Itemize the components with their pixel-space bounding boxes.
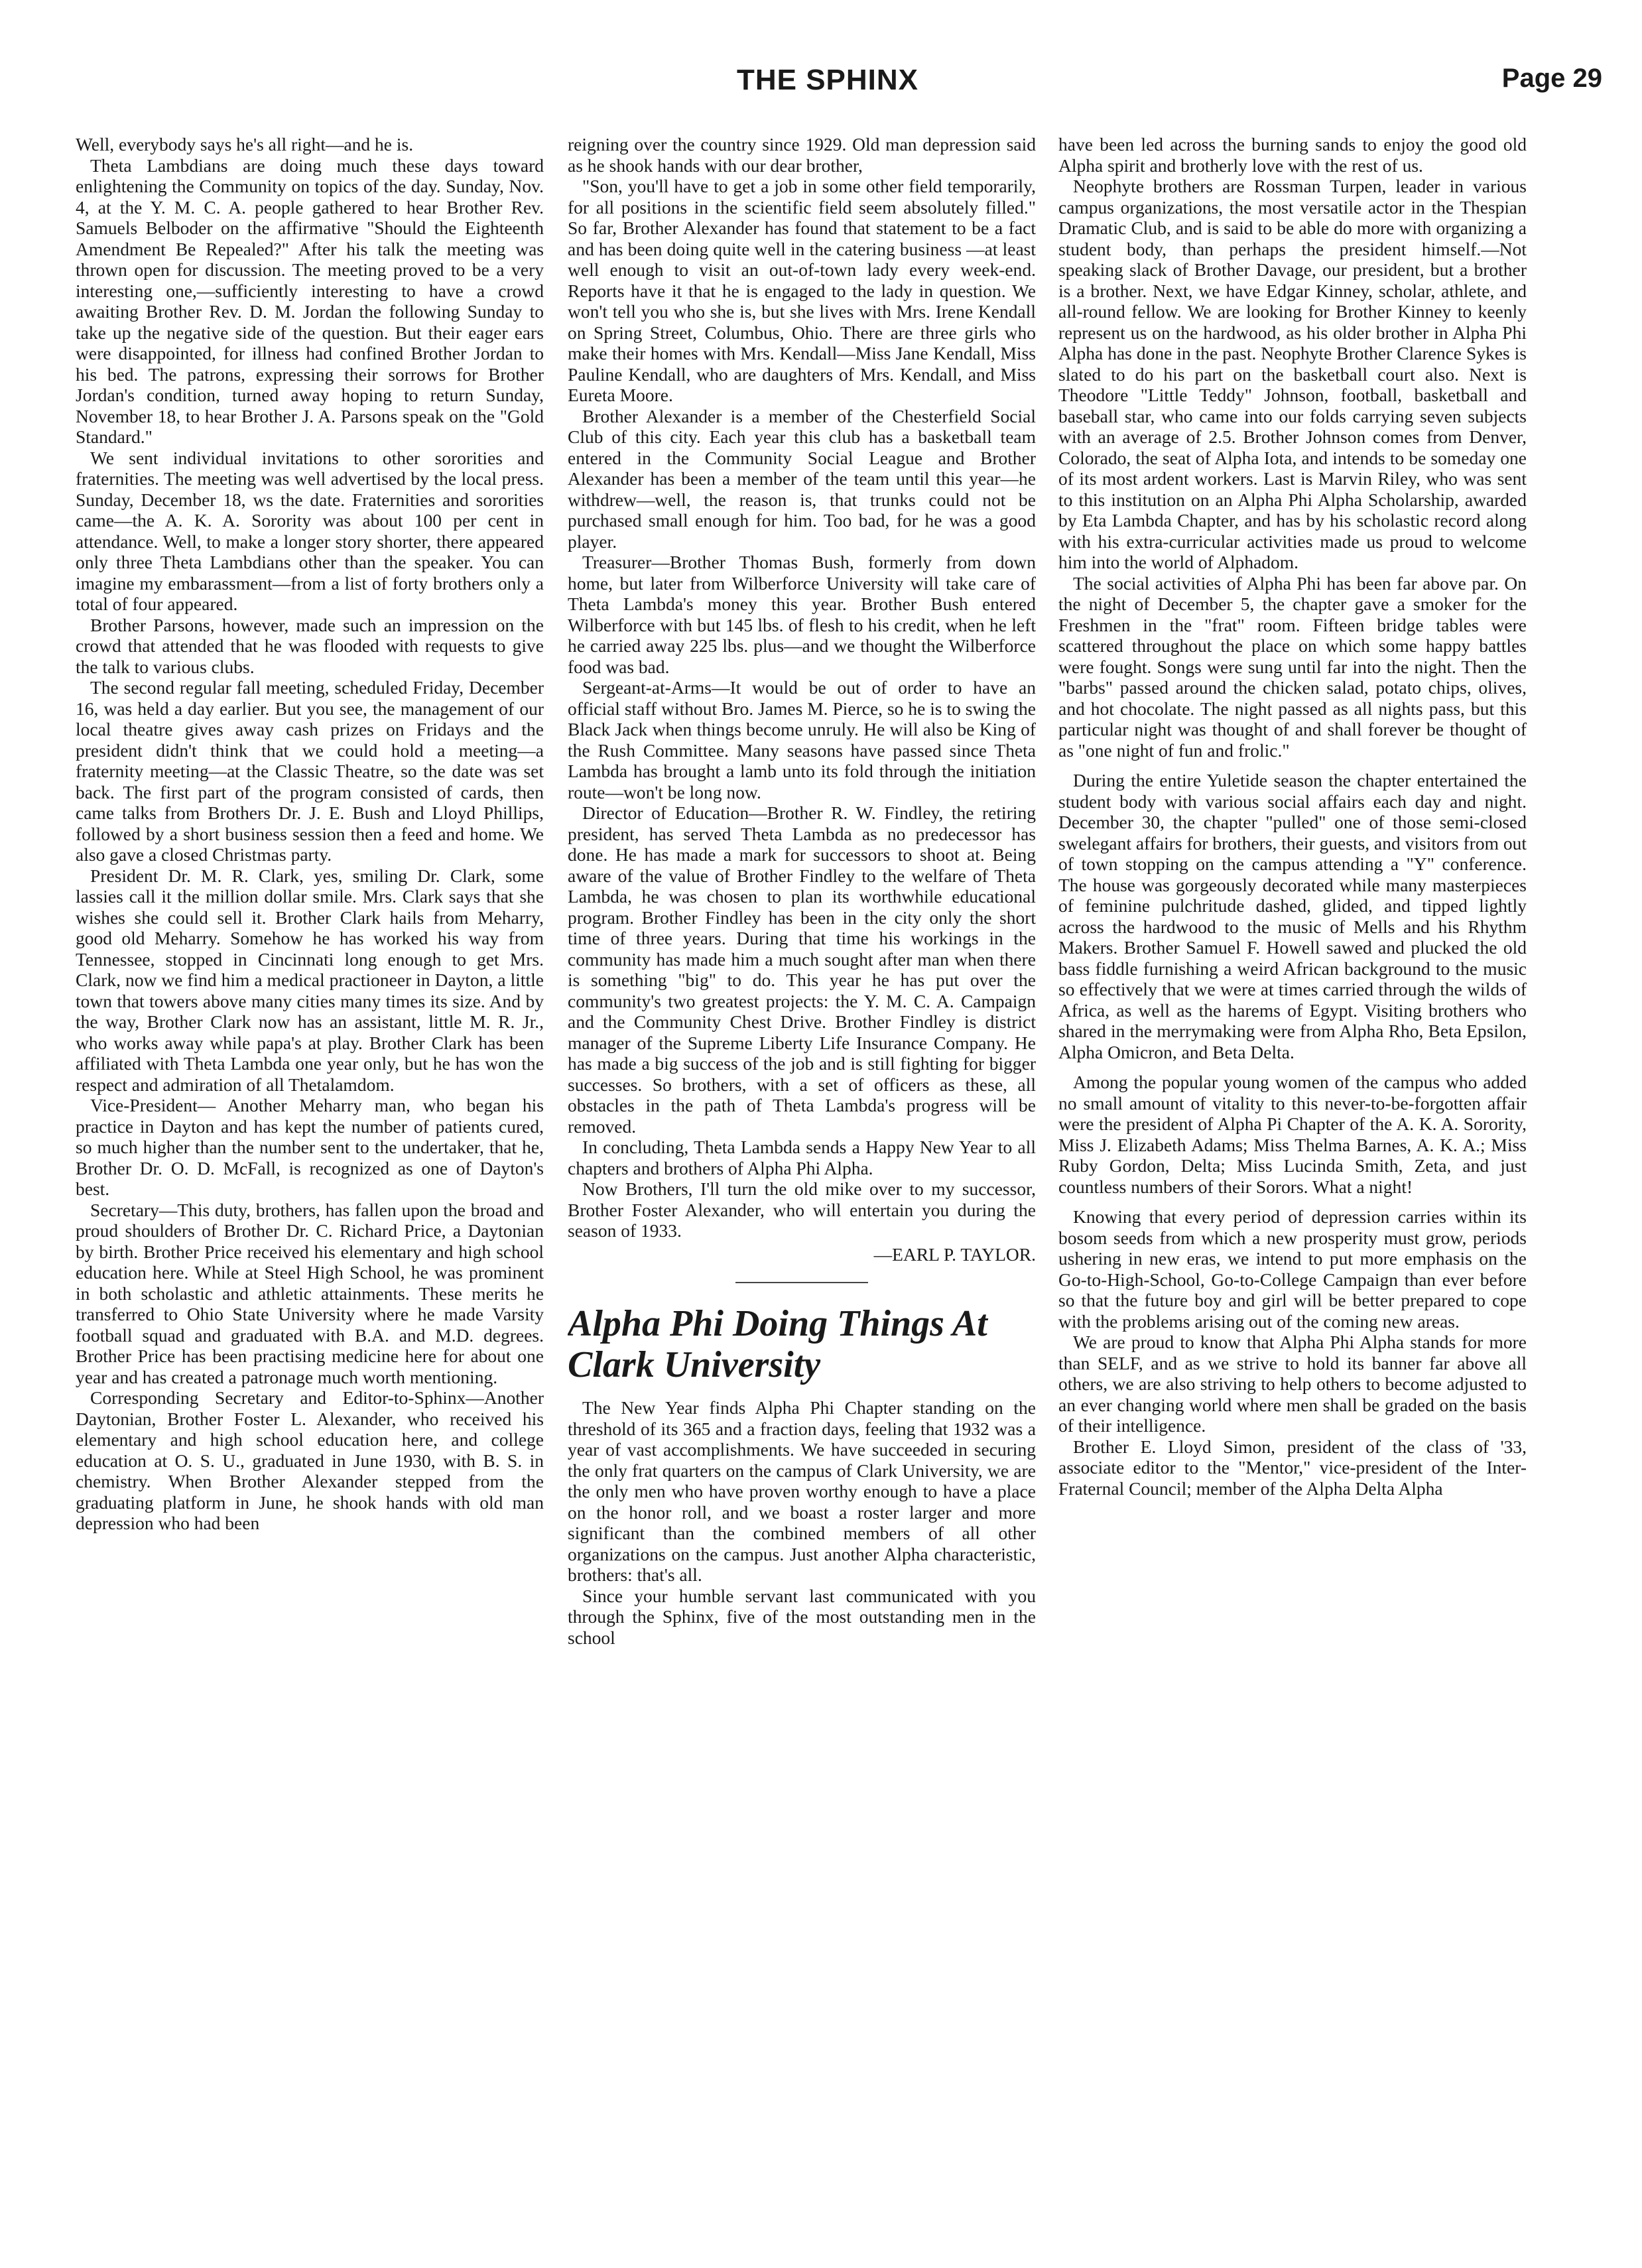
paragraph: Among the popular young women of the campus who added no small amount of vitality to this never-to-be-forgotten affair were the president of Alpha Pi Chapter of the A. K. A. Sorority, Miss J. Elizabeth Adams; Miss Thelma Barnes, A. K. A.; Miss Ruby Gordon, Delta; Miss Lucinda Smith, Zeta, and just countless numbers of their Sorors. What a night! [1058, 1072, 1527, 1197]
paragraph: Director of Education—Brother R. W. Findley, the retiring president, has served Theta Lambda as no predecessor has done. He has made a mark for successors to shoot at. Being aware of the value of Brother Findley to the welfare of Theta Lambda, he was chosen to plan its worthwhile educational program. Brother Findley has been in the city only the short time of three years. During that time his workings in the community has made him a much sought after man when there is something "big" to do. This year he has put over the community's two greatest projects: the Y. M. C. A. Campaign and the Community Chest Drive. Brother Findley is district manager of the Supreme Liberty Life Insurance Company. He has made a big success of the job and is still fighting for bigger successes. So brothers, with a set of officers as these, all obstacles in the path of Theta Lambda's progress will be removed. [568, 802, 1036, 1137]
paragraph: President Dr. M. R. Clark, yes, smiling Dr. Clark, some lassies call it the million dollar smile. Mrs. Clark says that she wishes she could sell it. Brother Clark hails from Meharry, good old Meharry. Somehow he has worked his way from Tennessee, stopped in Cincinnati long enough to get Mrs. Clark, now we find him a medical practioneer in Dayton, a little town that towers above many cities many times its size. And by the way, Brother Clark now has an assistant, little M. R. Jr., who works away while papa's at play. Brother Clark has been affiliated with Theta Lambda one year only, but he has won the respect and admiration of all Thetalamdom. [76, 865, 544, 1095]
page-header [53, 64, 1602, 117]
paragraph: Sergeant-at-Arms—It would be out of order to have an official staff without Bro. James M. Pierce, so he is to swing the Black Jack when things become unruly. He will also be King of the Rush Committee. Many seasons have passed since Theta Lambda has brought a lamb unto its fold through the initiation route—won't be long now. [568, 677, 1036, 802]
paragraph: have been led across the burning sands to enjoy the good old Alpha spirit and brotherly love with the rest of us. [1058, 134, 1527, 176]
article-signature: —EARL P. TAYLOR. [873, 1243, 1036, 1265]
article-divider [735, 1282, 868, 1283]
column-1 [76, 134, 544, 2236]
paragraph: Since your humble servant last communicated with you through the Sphinx, five of the most outstanding men in the school [568, 1585, 1036, 1648]
paragraph: We sent individual invitations to other sororities and fraternities. The meeting was well advertised by the local press. Sunday, December 18, ws the date. Fraternities and sororities came—the A. K. A. Sorority was about 100 per cent in attendance. Well, to make a longer story shorter, there appeared only three Theta Lambdians other than the speaker. You can imagine my embarassment—from a list of forty brothers only a total of four appeared. [76, 447, 544, 614]
paragraph: Brother Parsons, however, made such an impression on the crowd that attended that he was flooded with requests to give the talk to various clubs. [76, 614, 544, 677]
paragraph: The New Year finds Alpha Phi Chapter standing on the threshold of its 365 and a fraction days, feeling that 1932 was a year of vast accomplishments. We have succeeded in securing the only frat quarters on the campus of Clark University, we are the only men who have proven worthy enough to have a place on the honor roll, and we boast a roster larger and more significant than the combined members of all other organizations on the campus. Just another Alpha characteristic, brothers: that's all. [568, 1397, 1036, 1585]
paragraph: Theta Lambdians are doing much these days toward enlightening the Community on topics of the day. Sunday, Nov. 4, at the Y. M. C. A. people gathered to hear Brother Rev. Samuels Belboder on the affirmative "Should the Eighteenth Amendment Be Repealed?" After his talk the meeting was thrown open for discussion. The meeting proved to be a very interesting one,—sufficiently interesting to have a crowd awaiting Brother Rev. D. M. Jordan the following Sunday to take up the negative side of the question. But their eager ears were disappointed, for illness had confined Brother Jordan to his bed. The patrons, expressing their sorrows for Brother Jordan's condition, turned away hoping to return Sunday, November 18, to hear Brother J. A. Parsons speak on the "Gold Standard." [76, 155, 544, 447]
paragraph: Well, everybody says he's all right—and he is. [76, 134, 414, 155]
paragraph: Knowing that every period of depression carries within its bosom seeds from which a new prosperity must grow, periods ushering in new eras, we intend to put more emphasis on the Go-to-High-School, Go-to-College Campaign than ever before so that the future boy and girl will be better prepared to cope with the problems arising out of the coming new areas. [1058, 1206, 1527, 1332]
paragraph: Neophyte brothers are Rossman Turpen, leader in various campus organizations, the most versatile actor in the Thespian Dramatic Club, and is said to be able do more with organizing a student body, than perhaps the president himself.—Not speaking slack of Brother Davage, our president, but a brother is a brother. Next, we have Edgar Kinney, scholar, athlete, and all-round fellow. We are looking for Brother Kinney to keenly represent us on the hardwood, as his older brother in Alpha Phi Alpha has done in the past. Neophyte Brother Clarence Sykes is slated to do his part on the basketball court also. Next is Theodore "Little Teddy" Johnson, football, basketball and baseball star, who came into our folds carrying seven subjects with an average of 2.5. Brother Johnson comes from Denver, Colorado, the seat of Alpha Iota, and intends to be someday one of its most ardent workers. Last is Marvin Riley, who was sent to this institution on an Alpha Phi Alpha Scholarship, awarded by Eta Lambda Chapter, and has by his scholastic record along with his extra-curricular activities made us proud to welcome him into the world of Alphadom. [1058, 176, 1527, 572]
paragraph: We are proud to know that Alpha Phi Alpha stands for more than SELF, and as we strive to hold its banner far above all others, we are also striving to help others to become adjusted to an ever changing world where men shall be graded on the basis of their intelligence. [1058, 1332, 1527, 1436]
paragraph: Now Brothers, I'll turn the old mike over to my successor, Brother Foster Alexander, who will entertain you during the season of 1933. [568, 1178, 1036, 1241]
column-3 [1058, 134, 1527, 2236]
paragraph: Vice-President— Another Meharry man, who began his practice in Dayton and has kept the number of patients cured, so much higher than the number sent to the undertaker, that he, Brother Dr. O. D. McFall, is recognized as one of Dayton's best. [76, 1095, 544, 1199]
paragraph: The second regular fall meeting, scheduled Friday, December 16, was held a day earlier. But you see, the management of our local theatre gives away cash prizes on Fridays and the president didn't think that we could hold a meeting—a fraternity meeting—at the Classic Theatre, so the date was set back. The first part of the program consisted of cards, then came talks from Brothers Dr. J. E. Bush and Lloyd Phillips, followed by a short business session then a feed and home. We also gave a closed Christmas party. [76, 677, 544, 865]
paragraph: In concluding, Theta Lambda sends a Happy New Year to all chapters and brothers of Alpha Phi Alpha. [568, 1137, 1036, 1178]
article-headline: Alpha Phi Doing Things At Clark University [568, 1303, 987, 1385]
paragraph: Treasurer—Brother Thomas Bush, formerly from down home, but later from Wilberforce University will take care of Theta Lambda's money this year. Brother Bush entered Wilberforce with but 145 lbs. of flesh to his credit, when he left he carried away 225 lbs. plus—and we thought the Wilberforce food was bad. [568, 552, 1036, 677]
paragraph: Secretary—This duty, brothers, has fallen upon the broad and proud shoulders of Brother Dr. C. Richard Price, a Daytonian by birth. Brother Price received his elementary and high school education here. While at Steel High School, he was prominent in both scholastic and athletic attainments. These merits he transferred to Ohio State University where he made Varsity football squad and graduated with B.A. and M.D. degrees. Brother Price has been practising medicine here for about one year and has created a patronage much worth mentioning. [76, 1199, 544, 1387]
paragraph: reigning over the country since 1929. Old man depression said as he shook hands with our dear brother, [568, 134, 1036, 176]
page-number: Page 29 [1501, 64, 1602, 93]
publication-title: THE SPHINX [736, 64, 919, 96]
paragraph: "Son, you'll have to get a job in some other field temporarily, for all positions in the scientific field seem absolutely filled." So far, Brother Alexander has found that statement to be a fact and has been doing quite well in the catering business —at least well enough to visit an out-of-town lady every week-end. Reports have it that he is engaged to the lady in question. We won't tell you who she is, but she lives with Mrs. Irene Kendall on Spring Street, Columbus, Ohio. There are three girls who make their homes with Mrs. Kendall—Miss Jane Kendall, Miss Pauline Kendall, who are daughters of Mrs. Kendall, and Miss Eureta Moore. [568, 176, 1036, 405]
paragraph: The social activities of Alpha Phi has been far above par. On the night of December 5, the chapter gave a smoker for the Freshmen in the "frat" room. Fifteen bridge tables were scattered throughout the place on which some happy battles were fought. Songs were sung until far into the night. Then the "barbs" passed around the chicken salad, potato chips, olives, and hot chocolate. The night passed as all nights pass, but this particular night was thought of and shall forever be thought of as "one night of fun and frolic." [1058, 572, 1527, 761]
paragraph: Corresponding Secretary and Editor-to-Sphinx—Another Daytonian, Brother Foster L. Alexander, who received his elementary and high school education here, and college education at O. S. U., graduated in June 1930, with B. S. in chemistry. When Brother Alexander stepped from the graduating platform in June, he shook hands with old man depression who had been [76, 1387, 544, 1533]
paragraph: Brother Alexander is a member of the Chesterfield Social Club of this city. Each year this club has a basketball team entered in the Community Social League and Brother Alexander has been a member of the team until this year—he withdrew—well, the reason is, that trunks could not be purchased small enough for him. Too bad, for he was a good player. [568, 405, 1036, 552]
paragraph: Brother E. Lloyd Simon, president of the class of '33, associate editor to the "Mentor," vice-president of the Inter-Fraternal Council; member of the Alpha Delta Alpha [1058, 1436, 1527, 1499]
column-2 [568, 134, 1036, 2236]
paragraph: During the entire Yuletide season the chapter entertained the student body with various social affairs each day and night. December 30, the chapter "pulled" one of those semi-closed swelegant affairs for brothers, their guests, and visitors from out of town stopping on the campus attending a "Y" conference. The house was gorgeously decorated while many masterpieces of feminine pulchritude dashed, glided, and tipped lightly across the hardwood to the music of Mells and his Rhythm Makers. Brother Samuel F. Howell sawed and plucked the old bass fiddle furnishing a weird African background to the music so effectively that we were at times carried through the wilds of Africa, as well as the harems of Egypt. Visiting brothers who shared in the merrymaking were from Alpha Rho, Beta Epsilon, Alpha Omicron, and Beta Delta. [1058, 770, 1527, 1062]
